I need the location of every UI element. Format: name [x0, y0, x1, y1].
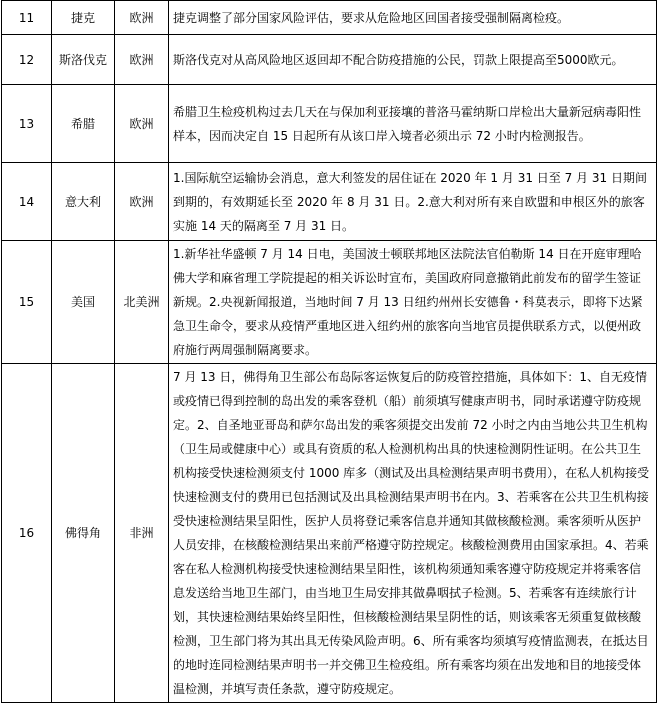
region-name: 欧洲 — [115, 35, 169, 85]
measure-text: 1.新华社华盛顿 7 月 14 日电，美国波士顿联邦地区法院法官伯勒斯 14 日在开庭审理哈佛大学和麻省理工学院提起的相关诉讼时宣布，美国政府同意撤销此前发布的留学生签证新规。2.央视新闻报道，当地时间 7 月 13 日纽约州州长安德鲁・科莫表示，即将下达紧急卫生命令，要求从疫情严重地区进入纽约州的旅客向当地官员提供联系方式，以便州政府施行两周强制隔离要求。 — [169, 241, 657, 364]
measure-text: 希腊卫生检疫机构过去几天在与保加利亚接壤的普洛马霍纳斯口岸检出大量新冠病毒阳性样本，因而决定自 15 日起所有从该口岸入境者必须出示 72 小时内检测报告。 — [169, 85, 657, 163]
row-number: 12 — [2, 35, 52, 85]
measure-text: 斯洛伐克对从高风险地区返回却不配合防疫措施的公民，罚款上限提高至5000欧元。 — [169, 35, 657, 85]
region-name: 欧洲 — [115, 85, 169, 163]
country-name: 捷克 — [52, 1, 115, 35]
measure-text: 7 月 13 日，佛得角卫生部公布岛际客运恢复后的防疫管控措施，具体如下：1、自无疫情或疫情已得到控制的岛出发的乘客登机（船）前须填写健康声明书，同时承诺遵守防疫规定。2、自圣地亚哥岛和萨尔岛出发的乘客须提交出发前 72 小时之内由当地公共卫生机构（卫生局或健康中心）或具有资质的私人检测机构出具的快速检测阴性证明。在公共卫生机构接受快速检测须支付 1000 库多（测试及出具检测结果声明书费用），在私人机构接受快速检测支付的费用已包括测试及出具检测结果声明书在内。3、若乘客在公共卫生机构接受快速检测结果呈阳性，医护人员将登记乘客信息并通知其做核酸检测。乘客须听从医护人员安排，在核酸检测结果出来前严格遵守防控规定。核酸检测费用由国家承担。4、若乘客在私人检测机构接受快速检测结果呈阳性，该机构须通知乘客遵守防疫规定并将乘客信息发送给当地卫生部门，由当地卫生局安排其做鼻咽拭子检测。5、若乘客有连续旅行计划，其快速检测结果始终呈阳性，但核酸检测结果呈阴性的话，则该乘客无须重复做核酸检测，卫生部门将为其出具无传染风险声明。6、所有乘客均须填写疫情监测表，在抵达目的地时连同检测结果声明书一并交佛卫生检疫组。所有乘客均须在出发地和目的地接受体温检测，并填写责任条款，遵守防疫规定。 — [169, 364, 657, 703]
table-row — [2, 163, 657, 241]
region-name: 欧洲 — [115, 163, 169, 241]
row-number: 11 — [2, 1, 52, 35]
country-name: 美国 — [52, 241, 115, 364]
country-name: 斯洛伐克 — [52, 35, 115, 85]
region-name: 非洲 — [115, 364, 169, 703]
row-number: 15 — [2, 241, 52, 364]
country-name: 佛得角 — [52, 364, 115, 703]
row-number: 13 — [2, 85, 52, 163]
country-measures-table — [1, 0, 657, 703]
measure-text: 1.国际航空运输协会消息，意大利签发的居住证在 2020 年 1 月 31 日至 7 月 31 日期间到期的，有效期延长至 2020 年 8 月 31 日。2.意大利对所有来自欧盟和申根区外的旅客实施 14 天的隔离至 7 月 31 日。 — [169, 163, 657, 241]
row-number: 14 — [2, 163, 52, 241]
table-row — [2, 85, 657, 163]
table-row — [2, 35, 657, 85]
table-row — [2, 364, 657, 703]
table-row — [2, 241, 657, 364]
country-name: 希腊 — [52, 85, 115, 163]
country-name: 意大利 — [52, 163, 115, 241]
row-number: 16 — [2, 364, 52, 703]
region-name: 北美洲 — [115, 241, 169, 364]
table-row — [2, 1, 657, 35]
measure-text: 捷克调整了部分国家风险评估，要求从危险地区回国者接受强制隔离检疫。 — [169, 1, 657, 35]
region-name: 欧洲 — [115, 1, 169, 35]
